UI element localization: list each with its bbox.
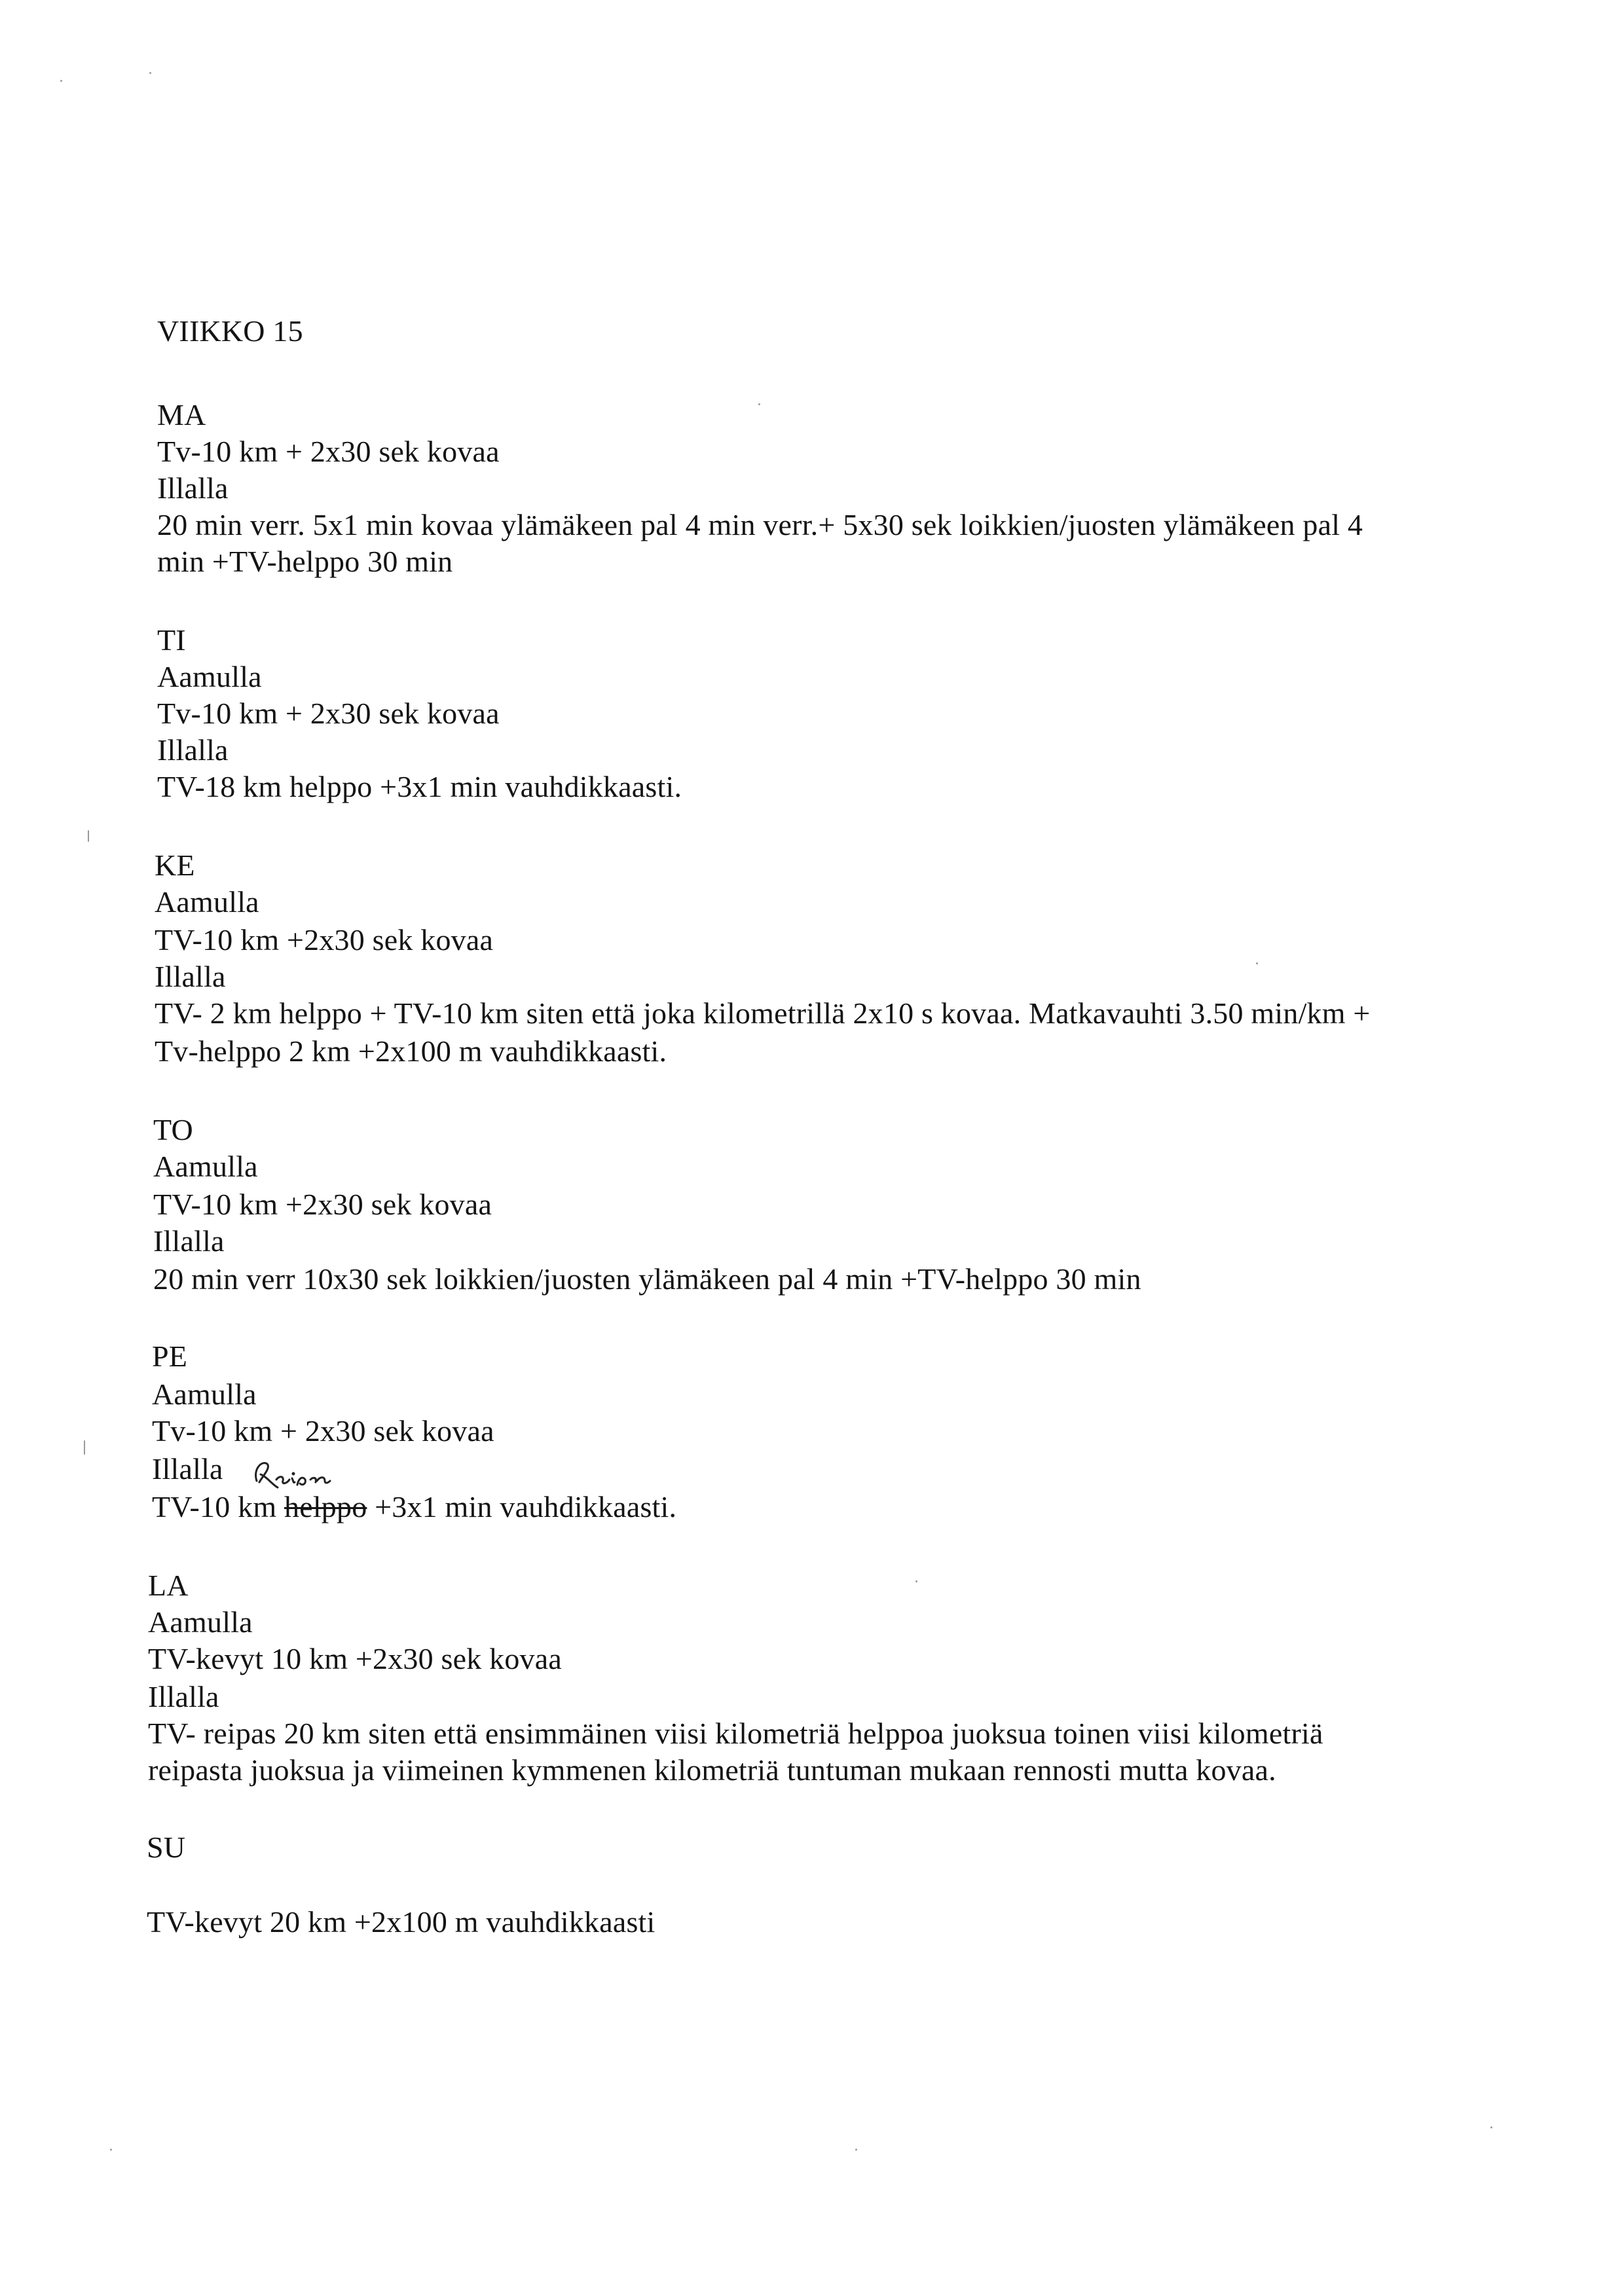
day-label-la: LA bbox=[148, 1569, 189, 1602]
pe-line-4 bbox=[152, 1489, 676, 1525]
to-line-4: 20 min verr 10x30 sek loikkien/juosten ylämäkeen pal 4 min +TV-helppo 30 min bbox=[153, 1262, 1141, 1296]
day-label-pe: PE bbox=[152, 1339, 188, 1373]
pe-line-3: Illalla bbox=[152, 1452, 223, 1485]
scan-speck bbox=[915, 1580, 917, 1582]
la-line-3: Illalla bbox=[148, 1680, 219, 1713]
ti-line-2: Tv-10 km + 2x30 sek kovaa bbox=[157, 697, 500, 730]
scan-speck bbox=[1490, 2126, 1492, 2128]
la-line-5: reipasta juoksua ja viimeinen kymmenen kilometriä tuntuman mukaan rennosti mutta kovaa. bbox=[148, 1753, 1276, 1787]
day-label-ma: MA bbox=[157, 398, 206, 431]
la-line-1: Aamulla bbox=[148, 1605, 253, 1639]
day-label-to: TO bbox=[153, 1113, 193, 1146]
struck-word: helppo bbox=[284, 1490, 367, 1523]
pe-line-4-start: TV-10 km bbox=[152, 1490, 284, 1523]
day-label-ti: TI bbox=[157, 623, 186, 657]
scan-speck bbox=[84, 1440, 85, 1455]
scan-speck bbox=[758, 403, 760, 405]
la-line-4: TV- reipas 20 km siten että ensimmäinen viisi kilometriä helppoa juoksua toinen viisi kilometriä bbox=[148, 1717, 1323, 1750]
ma-line-1: Tv-10 km + 2x30 sek kovaa bbox=[157, 435, 500, 468]
to-line-3: Illalla bbox=[153, 1224, 225, 1258]
pe-line-1: Aamulla bbox=[152, 1377, 257, 1411]
scan-speck bbox=[855, 2149, 857, 2151]
la-line-2: TV-kevyt 10 km +2x30 sek kovaa bbox=[148, 1642, 562, 1675]
document-title: VIIKKO 15 bbox=[157, 314, 303, 348]
ma-line-2: Illalla bbox=[157, 471, 229, 505]
ke-line-2: TV-10 km +2x30 sek kovaa bbox=[155, 923, 494, 957]
su-line-1: TV-kevyt 20 km +2x100 m vauhdikkaasti bbox=[147, 1905, 655, 1939]
scan-speck bbox=[1256, 962, 1258, 964]
scan-speck bbox=[110, 2149, 112, 2151]
scan-speck bbox=[149, 72, 151, 74]
pe-line-4-end: +3x1 min vauhdikkaasti. bbox=[367, 1490, 677, 1523]
day-label-su: SU bbox=[147, 1831, 186, 1864]
scan-speck bbox=[60, 80, 62, 82]
ke-line-5: Tv-helppo 2 km +2x100 m vauhdikkaasti. bbox=[155, 1034, 667, 1068]
ke-line-3: Illalla bbox=[155, 960, 226, 993]
to-line-2: TV-10 km +2x30 sek kovaa bbox=[153, 1188, 492, 1221]
handwritten-note bbox=[248, 1455, 339, 1494]
to-line-1: Aamulla bbox=[153, 1150, 258, 1183]
scan-speck bbox=[88, 830, 89, 842]
ke-line-1: Aamulla bbox=[155, 885, 259, 919]
ti-line-4: TV-18 km helppo +3x1 min vauhdikkaasti. bbox=[157, 770, 682, 803]
ma-line-4: min +TV-helppo 30 min bbox=[157, 545, 453, 578]
day-label-ke: KE bbox=[155, 848, 195, 882]
ma-line-3: 20 min verr. 5x1 min kovaa ylämäkeen pal 4 min verr.+ 5x30 sek loikkien/juosten ylämäkeen pal 4 bbox=[157, 508, 1363, 541]
ke-line-4: TV- 2 km helppo + TV-10 km siten että joka kilometrillä 2x10 s kovaa. Matkavauhti 3.50 min/km + bbox=[155, 996, 1371, 1030]
ti-line-1: Aamulla bbox=[157, 660, 262, 693]
ti-line-3: Illalla bbox=[157, 733, 229, 767]
pe-line-2: Tv-10 km + 2x30 sek kovaa bbox=[152, 1414, 494, 1448]
